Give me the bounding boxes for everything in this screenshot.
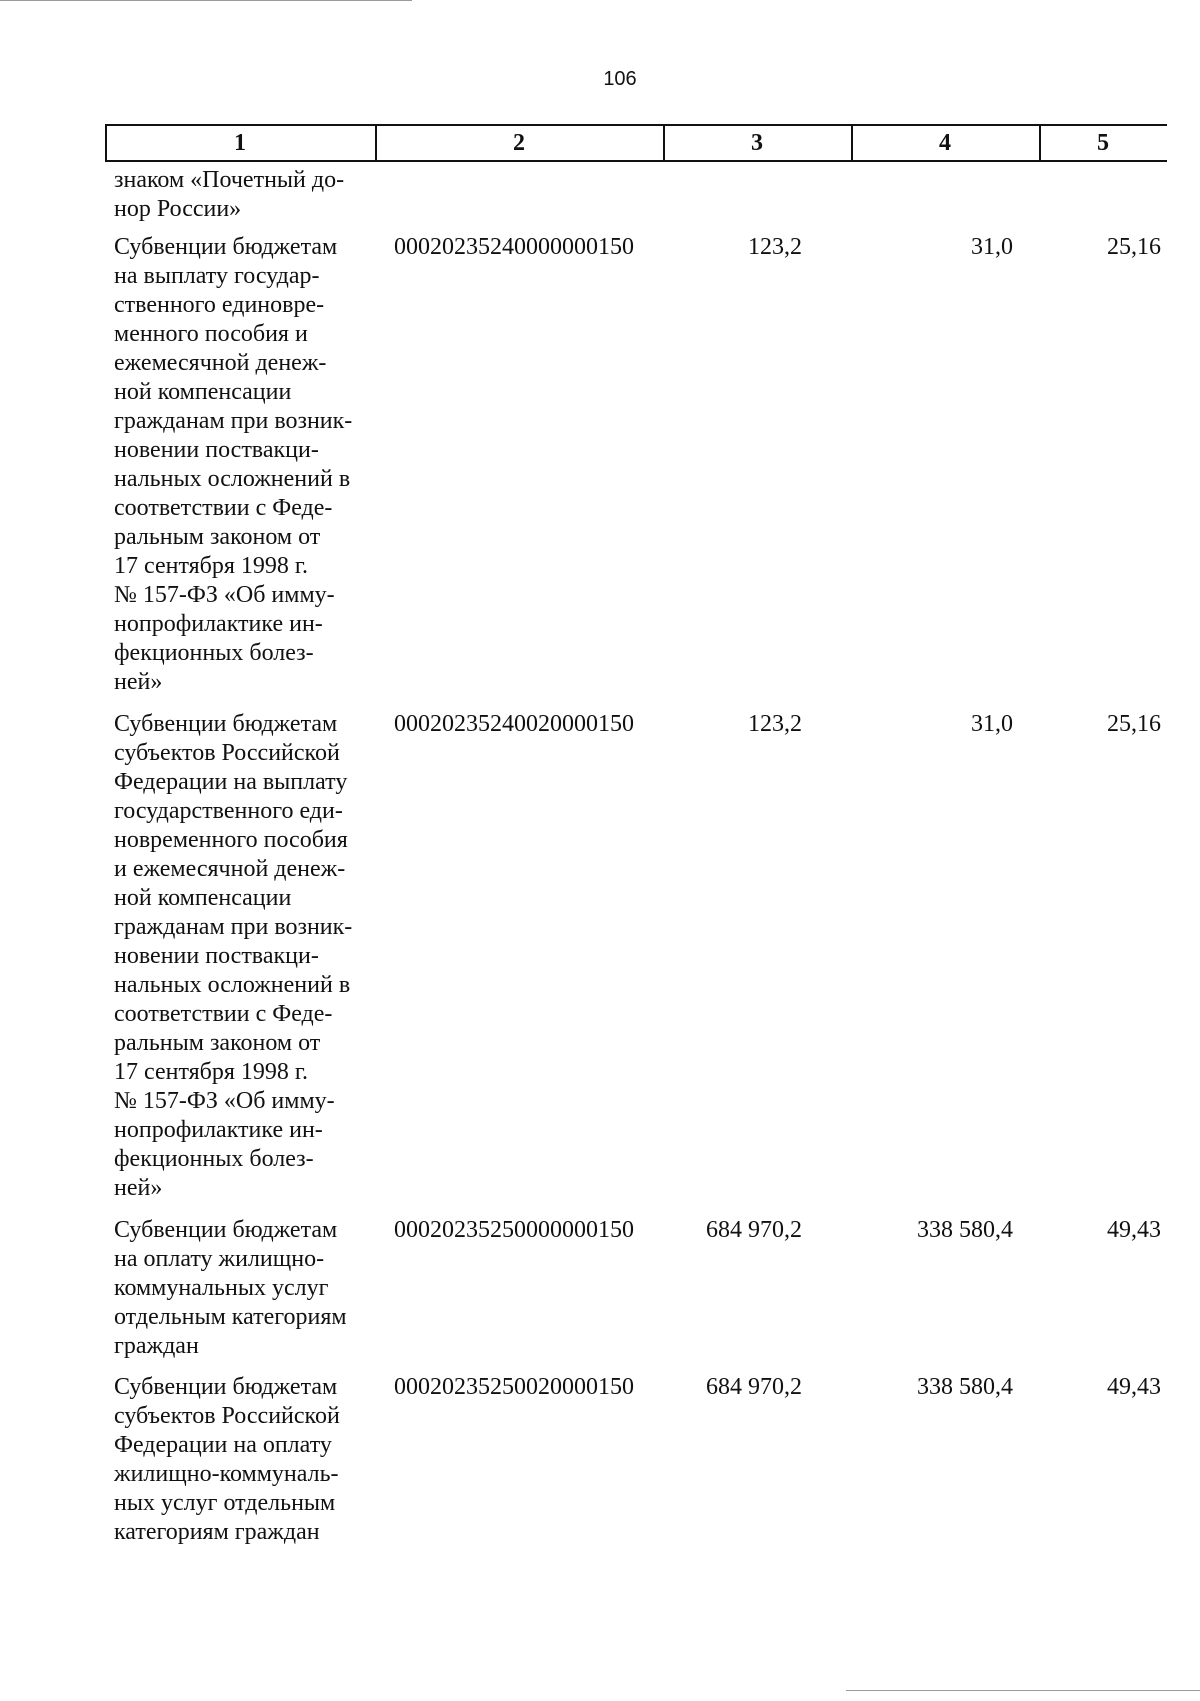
description-line: отдельным категориям	[114, 1304, 347, 1330]
description-line: ной компенсации	[114, 379, 292, 405]
description-line: соответствии с Феде-	[114, 495, 333, 521]
row-description	[114, 233, 366, 697]
row-value-col-4: 31,0	[971, 711, 1013, 737]
bottom-scan-line	[846, 1690, 1200, 1691]
description-line: ной компенсации	[114, 885, 292, 911]
description-line: 17 сентября 1998 г.	[114, 1059, 309, 1085]
row-value-col-4: 31,0	[971, 234, 1013, 260]
row-value-col-5: 25,16	[1107, 711, 1161, 737]
description-line: ней»	[114, 669, 163, 695]
description-line: знаком «Почетный до-	[114, 167, 345, 193]
row-code: 00020235250000000150	[394, 1217, 634, 1243]
description-line: нопрофилактике ин-	[114, 611, 323, 637]
description-line: ральным законом от	[114, 1030, 321, 1056]
description-line: соответствии с Феде-	[114, 1001, 333, 1027]
description-line: новении поствакци-	[114, 943, 319, 969]
row-code: 00020235240000000150	[394, 234, 634, 260]
row-value-col-5: 49,43	[1107, 1217, 1161, 1243]
description-line: Субвенции бюджетам	[114, 1217, 338, 1243]
description-line: гражданам при возник-	[114, 408, 353, 434]
row-value-col-5: 25,16	[1107, 234, 1161, 260]
description-line: ственного единовре-	[114, 292, 325, 318]
row-code: 00020235240020000150	[394, 711, 634, 737]
description-line: Субвенции бюджетам	[114, 234, 338, 260]
description-line: гражданам при возник-	[114, 914, 353, 940]
description-line: ежемесячной денеж-	[114, 350, 327, 376]
row-description	[114, 1216, 366, 1361]
description-line: нальных осложнений в	[114, 466, 351, 492]
description-line: на выплату государ-	[114, 263, 320, 289]
page-number: 106	[603, 68, 637, 90]
description-line: новременного пособия	[114, 827, 348, 853]
top-scan-line	[0, 0, 412, 1]
description-line: менного пособия и	[114, 321, 308, 347]
description-line: Субвенции бюджетам	[114, 1374, 338, 1400]
description-line: нопрофилактике ин-	[114, 1117, 323, 1143]
description-line: государственного еди-	[114, 798, 343, 824]
row-description	[114, 166, 366, 224]
description-line: нальных осложнений в	[114, 972, 351, 998]
description-line: № 157-ФЗ «Об имму-	[114, 1088, 335, 1114]
row-value-col-3: 123,2	[748, 711, 802, 737]
description-line: ральным законом от	[114, 524, 321, 550]
header-col-3: 3	[751, 130, 763, 156]
description-line: новении поствакци-	[114, 437, 319, 463]
description-line: на оплату жилищно-	[114, 1246, 325, 1272]
description-line: фекционных болез-	[114, 640, 314, 666]
header-col-1: 1	[234, 130, 246, 156]
table-header	[105, 124, 1167, 162]
description-line: Субвенции бюджетам	[114, 711, 338, 737]
description-line: субъектов Российской	[114, 740, 340, 766]
description-line: нор России»	[114, 196, 242, 222]
description-line: коммунальных услуг	[114, 1275, 329, 1301]
description-line: ней»	[114, 1175, 163, 1201]
row-value-col-3: 684 970,2	[706, 1374, 802, 1400]
row-description	[114, 710, 366, 1203]
header-col-2: 2	[513, 130, 525, 156]
description-line: категориям граждан	[114, 1519, 320, 1545]
description-line: фекционных болез-	[114, 1146, 314, 1172]
description-line: жилищно-коммуналь-	[114, 1461, 339, 1487]
row-value-col-4: 338 580,4	[917, 1374, 1013, 1400]
description-line: Федерации на оплату	[114, 1432, 332, 1458]
row-value-col-3: 684 970,2	[706, 1217, 802, 1243]
description-line: Федерации на выплату	[114, 769, 348, 795]
row-value-col-3: 123,2	[748, 234, 802, 260]
description-line: граждан	[114, 1333, 199, 1359]
description-line: 17 сентября 1998 г.	[114, 553, 309, 579]
row-code: 00020235250020000150	[394, 1374, 634, 1400]
header-col-5: 5	[1097, 130, 1109, 156]
row-value-col-4: 338 580,4	[917, 1217, 1013, 1243]
description-line: и ежемесячной денеж-	[114, 856, 346, 882]
row-description	[114, 1373, 366, 1547]
row-value-col-5: 49,43	[1107, 1374, 1161, 1400]
description-line: № 157-ФЗ «Об имму-	[114, 582, 335, 608]
header-col-4: 4	[939, 130, 951, 156]
description-line: субъектов Российской	[114, 1403, 340, 1429]
description-line: ных услуг отдельным	[114, 1490, 336, 1516]
